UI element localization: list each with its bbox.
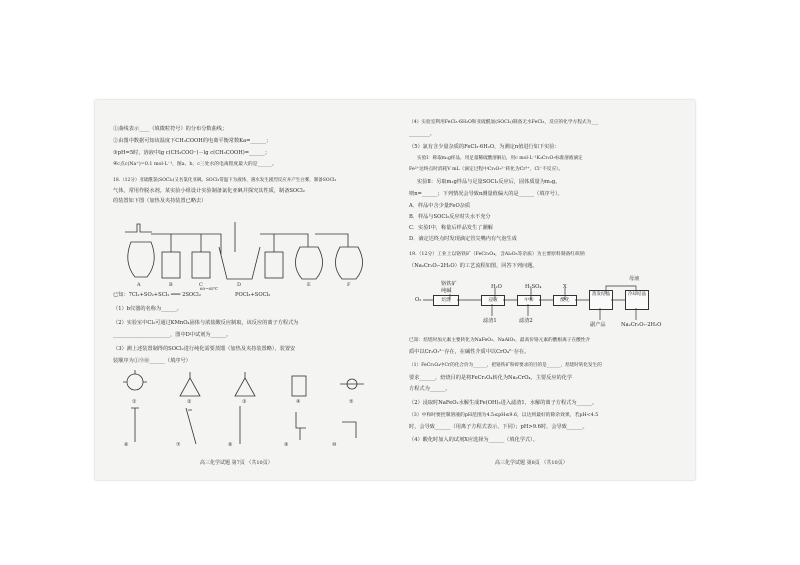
step-cool-crystallize: 冷却结晶 — [625, 290, 649, 310]
question-18-stem: 18.（12分）亚硫酰氯(SOCl₂)又名氯化亚砜。SOCl₂常温下为液体，遇水发生剧烈反应并产生白雾，制备SOCl₂ — [113, 178, 337, 183]
flow-byproduct: 副产品 — [590, 322, 606, 328]
text-line: ②由图中数据可知该温度下CH₃COOH的电离平衡常数Ka=______； — [113, 138, 272, 144]
step-acidify: 酸化 — [553, 295, 577, 306]
question-19-stem: 19.（12分）工业上以铬铁矿（FeCr₂O₄，含Al₂O₃等杂质）为主要原料制备红矾钠 — [409, 252, 585, 257]
choice-c: C．实验Ⅰ中，称量后样品发生了潮解 — [409, 225, 493, 231]
apparatus-diagram — [115, 212, 385, 287]
text-line: 时，会导致______（用离子方程式表示，下同）；pH>9.6时，会导致______。 — [409, 424, 588, 430]
glassware-number: ④ — [296, 399, 301, 405]
step-roast: 焙烧 — [433, 295, 459, 306]
text-line: （4）实验室利用FeCl₃·6H₂O和亚硫酰氯(SOCl₂)制备无水FeCl₃，反应的化学方程式为___ — [409, 120, 599, 125]
question-line: 装顺序为①⑨⑩______（填序号） — [113, 358, 191, 364]
glassware-diagram — [120, 368, 380, 448]
flow-ore: 铬铁矿 — [441, 281, 457, 287]
glassware-number: ⑨ — [284, 442, 289, 448]
text-line: Fe²⁺达终点时消耗V mL（滴定过程中Cr₂O₇²⁻转化为Cr³⁺，Cl⁻不反应）。 — [409, 167, 564, 172]
exam-sheet — [95, 100, 695, 480]
text-line: 气体，常用作脱水剂。某实验小组设计实验制备氯化亚砜并探究其性质，制备SOCl₂ — [113, 188, 305, 194]
question-line: （3）测上述装置制得的SOCl₂进行纯化需要蒸馏（加热及夹持装置略），装置安 — [113, 346, 296, 352]
exam-page-7 — [95, 100, 395, 480]
flow-x: X — [563, 284, 567, 290]
flow-mother-liquor: 母液 — [629, 276, 640, 282]
choice-d: D．滴定达终点时发现滴定管尖嘴内有气泡生成 — [409, 236, 517, 242]
glassware-number: ① — [132, 399, 137, 405]
text-line: （4）酸化时加入的试剂X应选择为______（填化学式）。 — [409, 437, 538, 443]
text-line: ________。 — [409, 131, 435, 137]
text-line: 质中以Cr₂O₇²⁻存在，在碱性介质中以CrO₄²⁻存在。 — [409, 349, 530, 355]
glassware-number: ③ — [242, 399, 247, 405]
flow-o2: O₂ — [415, 297, 422, 303]
apparatus-label-c: C — [199, 282, 203, 287]
flow-h2so4: H₂SO₄ — [525, 284, 542, 290]
glassware-number: ⑦ — [176, 442, 181, 448]
text-line: （2）浸取时NaFeO₂水解生成Fe(OH)₃进入滤渣1，水解的离子方程式为______。 — [409, 400, 598, 406]
apparatus-label-e: E — [307, 282, 311, 287]
flow-residue-2: 滤渣2 — [519, 318, 533, 324]
step-evaporate: 蒸发结晶 — [589, 290, 613, 310]
text-line: 实验Ⅱ：另取m₁g样品与足量SOCl₂反应后，固体质量为m₂g。 — [417, 179, 561, 185]
glassware-number: ⑤ — [349, 399, 354, 405]
apparatus-label-a: A — [137, 282, 141, 287]
text-line: （Na₂Cr₂O₇·2H₂O）的工艺流程如图，回答下列问题。 — [409, 263, 538, 269]
question-line: （1）b仪器的名称为______。 — [113, 306, 182, 312]
text-line: 要求______，焙烧目的是将FeCr₂O₄转化为Na₂CrO₄，主要反应的化学 — [409, 375, 573, 381]
apparatus-label-f: F — [347, 282, 351, 287]
step-leach: 浸取 — [481, 295, 505, 306]
reaction-equation: 已知：7Cl₂+SO₂+SCl₂ ═══ 2SOCl₂ — [113, 292, 201, 298]
text-line: ①曲线表示____（填微粒符号）的分布分数曲线； — [113, 126, 228, 132]
question-line: （2）实验室中Cl₂可通过KMnO₄固体与浓盐酸反应制取，该反应的离子方程式为 — [113, 320, 299, 326]
flow-h2o: H₂O — [491, 284, 502, 290]
exam-page-8 — [395, 100, 695, 480]
question-line: ______________________，图中D中试剂为______。 — [113, 332, 232, 338]
text-line: 则n=______；下列情况会导致n测量值偏大的是______（填序号）。 — [409, 191, 563, 197]
glassware-number: ⑧ — [228, 442, 233, 448]
text-line: 已知：焙烧时加元素主要转化为NaFeO₂、NaAlO₂，最高价铬元素的酸根离子在酸性介 — [409, 338, 591, 343]
apparatus-label-d: D — [237, 282, 242, 287]
page-footer: 高三化学试题 第7页 （共10页） — [200, 460, 273, 466]
reaction-condition: 60~65℃ — [200, 286, 219, 291]
text-line: 的装置如下图（加热及夹持装置已略去） — [113, 198, 207, 204]
glassware-number: ⑩ — [332, 442, 337, 448]
flow-soda: 纯碱 — [441, 288, 452, 294]
text-line: ④c点c(Na⁺)=0.1 mol·L⁻¹，图a、b、c三处水的电离程度最大的是______。 — [113, 162, 277, 167]
text-line: （1）FeCr₂O₄中Cr的化合价为______，把铬铁矿粉碎要求的目的是______，焙烧时转化发生的 — [409, 363, 602, 368]
text-line: 实验Ⅰ：称取m₁g样品，用足量稀硫酸溶解后，用c mol·L⁻¹K₂Cr₂O₇标准溶液滴定 — [417, 156, 583, 161]
reaction-product: POCl₃+SOCl₂ — [235, 292, 271, 298]
glassware-number: ⑥ — [124, 442, 129, 448]
flow-residue-1: 滤渣1 — [483, 318, 497, 324]
apparatus-label-b: B — [169, 282, 173, 287]
text-line: ③pH=5时，溶液中lg c(CH₃COO⁻)－lg c(CH₃COOH)=______； — [113, 150, 270, 156]
glassware-number: ② — [187, 399, 192, 405]
flow-product: Na₂Cr₂O₇·2H₂O — [621, 322, 662, 328]
text-line: 方程式为______。 — [409, 386, 451, 392]
choice-a: A．样品中含少量FeO杂质 — [409, 203, 471, 209]
step-neutralize: 中和 — [517, 295, 541, 306]
text-line: （5）氯有含少量杂质的FeCl₃·6H₂O，为测定n值进行如下实验： — [409, 144, 560, 150]
choice-b: B．样品与SOCl₂反应时失水不充分 — [409, 214, 491, 220]
text-line: （3）中和时要控制溶液的pH范围为4.5≤pH≤9.6，以达到最好的除杂效果，若pH<4.5 — [409, 413, 599, 418]
page-footer: 高三化学试题 第8页 （共10页） — [495, 460, 568, 466]
